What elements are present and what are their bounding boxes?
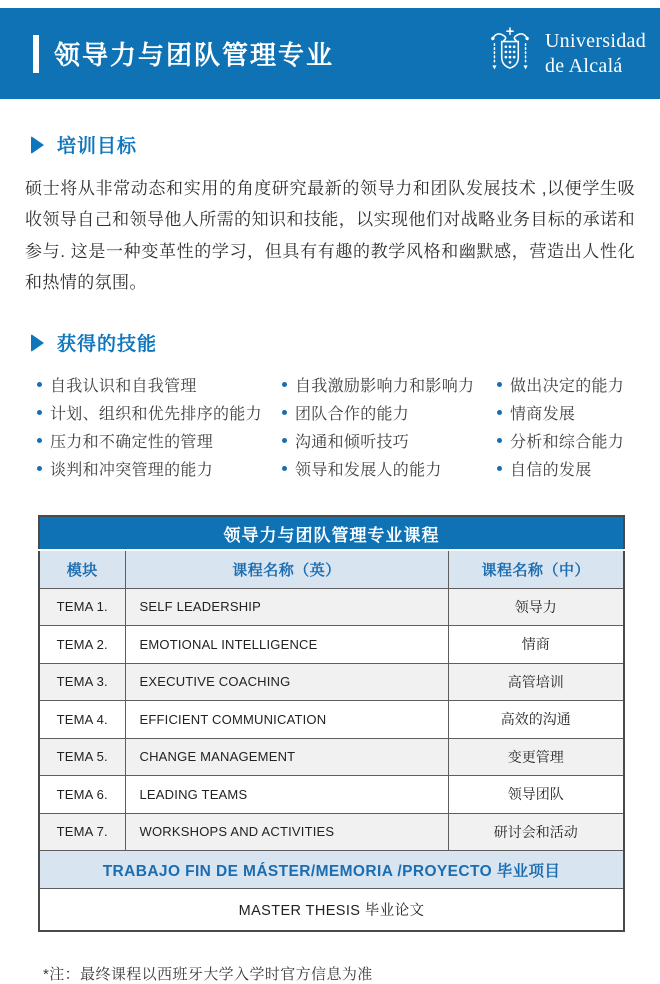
- thesis-project-row: [39, 851, 624, 889]
- logo-line2: de Alcalá: [544, 54, 623, 77]
- skill-label: 做出决定的能力: [510, 378, 625, 396]
- section-heading-skills: [31, 329, 635, 356]
- cell-course-name-en: EMOTIONAL INTELLIGENCE: [125, 626, 448, 664]
- table-title: 领导力与团队管理专业课程: [39, 516, 624, 550]
- cell-course-name-en: SELF LEADERSHIP: [125, 588, 448, 626]
- cell-module: TEMA 1.: [39, 588, 125, 626]
- bullet-icon: [497, 410, 502, 415]
- table-row: [39, 663, 624, 701]
- table-row: [39, 626, 624, 664]
- column-header-course-en: 课程名称（英）: [125, 550, 448, 588]
- bullet-icon: [282, 382, 287, 387]
- cell-module: TEMA 7.: [39, 813, 125, 851]
- course-table-body: [39, 588, 624, 851]
- cell-module: TEMA 3.: [39, 663, 125, 701]
- skill-item: [282, 457, 497, 479]
- skill-label: 沟通和倾听技巧: [295, 434, 410, 452]
- bullet-icon: [37, 466, 42, 471]
- table-row: [39, 588, 624, 626]
- skill-item: [282, 401, 497, 423]
- bullet-icon: [282, 466, 287, 471]
- skills-column-2: [282, 373, 497, 485]
- section-heading-objectives: [31, 131, 635, 158]
- cell-course-name-cn: 研讨会和活动: [448, 813, 624, 851]
- skill-item: [282, 429, 497, 451]
- skill-label: 团队合作的能力: [295, 406, 410, 424]
- cell-module: TEMA 2.: [39, 626, 125, 664]
- arrow-icon: [31, 334, 44, 352]
- cell-module: TEMA 6.: [39, 776, 125, 814]
- table-row: [39, 776, 624, 814]
- brochure-page: [0, 8, 660, 984]
- cell-course-name-cn: 情商: [448, 626, 624, 664]
- skill-item: [497, 401, 635, 423]
- bullet-icon: [497, 438, 502, 443]
- course-table: [38, 515, 625, 932]
- table-row: [39, 738, 624, 776]
- table-title-row: [39, 516, 624, 550]
- skill-item: [37, 429, 282, 451]
- skill-label: 计划、组织和优先排序的能力: [50, 406, 262, 424]
- bullet-icon: [282, 438, 287, 443]
- university-crest-icon: [484, 26, 536, 82]
- skill-label: 谈判和冲突管理的能力: [50, 462, 214, 480]
- table-row: [39, 813, 624, 851]
- page-content: [0, 131, 660, 984]
- skill-label: 情商发展: [510, 406, 576, 424]
- column-header-module: 模块: [39, 550, 125, 588]
- bullet-icon: [37, 438, 42, 443]
- cell-course-name-en: WORKSHOPS AND ACTIVITIES: [125, 813, 448, 851]
- skill-label: 分析和综合能力: [510, 434, 625, 452]
- cell-course-name-en: CHANGE MANAGEMENT: [125, 738, 448, 776]
- skill-item: [37, 401, 282, 423]
- university-logo: [484, 26, 646, 82]
- skill-label: 自信的发展: [510, 462, 592, 480]
- page-title: 领导力与团队管理专业: [54, 40, 335, 70]
- cell-course-name-cn: 高效的沟通: [448, 701, 624, 739]
- bullet-icon: [37, 410, 42, 415]
- cell-course-name-cn: 变更管理: [448, 738, 624, 776]
- page-header: [0, 8, 660, 99]
- master-thesis-label: MASTER THESIS 毕业论文: [39, 889, 624, 931]
- skill-item: [497, 373, 635, 395]
- cell-course-name-en: EFFICIENT COMMUNICATION: [125, 701, 448, 739]
- cell-course-name-cn: 领导力: [448, 588, 624, 626]
- table-header-row: [39, 550, 624, 588]
- skill-item: [37, 457, 282, 479]
- bullet-icon: [37, 382, 42, 387]
- title-accent-bar: [33, 35, 39, 73]
- skill-label: 压力和不确定性的管理: [50, 434, 214, 452]
- skill-label: 领导和发展人的能力: [295, 462, 442, 480]
- cell-course-name-en: LEADING TEAMS: [125, 776, 448, 814]
- cell-course-name-en: EXECUTIVE COACHING: [125, 663, 448, 701]
- bullet-icon: [497, 466, 502, 471]
- skills-column-1: [37, 373, 282, 485]
- skills-heading: 获得的技能: [57, 334, 158, 356]
- objectives-heading: 培训目标: [57, 136, 138, 157]
- skill-item: [282, 373, 497, 395]
- cell-course-name-cn: 高管培训: [448, 663, 624, 701]
- skill-item: [497, 429, 635, 451]
- bullet-icon: [497, 382, 502, 387]
- cell-module: TEMA 4.: [39, 701, 125, 739]
- logo-text: [545, 29, 646, 78]
- footnote: *注：最终课程以西班牙大学入学时官方信息为准: [43, 965, 373, 983]
- logo-line1: Universidad: [544, 30, 646, 53]
- cell-course-name-cn: 领导团队: [448, 776, 624, 814]
- skills-columns: [37, 373, 635, 485]
- cell-module: TEMA 5.: [39, 738, 125, 776]
- arrow-icon: [31, 136, 44, 154]
- title-block: [33, 35, 334, 73]
- master-thesis-row: [39, 889, 624, 931]
- table-row: [39, 701, 624, 739]
- thesis-project-label: TRABAJO FIN DE MÁSTER/MEMORIA /PROYECTO 毕业项目: [39, 851, 624, 889]
- skill-label: 自我激励影响力和影响力: [295, 378, 475, 396]
- bullet-icon: [282, 410, 287, 415]
- skills-column-3: [497, 373, 635, 485]
- objectives-paragraph: 硕士将从非常动态和实用的角度研究最新的领导力和团队发展技术 ,以便学生吸收领导自己和领导他人所需的知识和技能，以实现他们对战略业务目标的承诺和参与. 这是一种变革性的学习，但具有有趣的教学风格和幽默感，营造出人性化和热情的氛围。: [25, 179, 635, 292]
- skill-label: 自我认识和自我管理: [50, 378, 197, 396]
- skill-item: [497, 457, 635, 479]
- column-header-course-cn: 课程名称（中）: [448, 550, 624, 588]
- skill-item: [37, 373, 282, 395]
